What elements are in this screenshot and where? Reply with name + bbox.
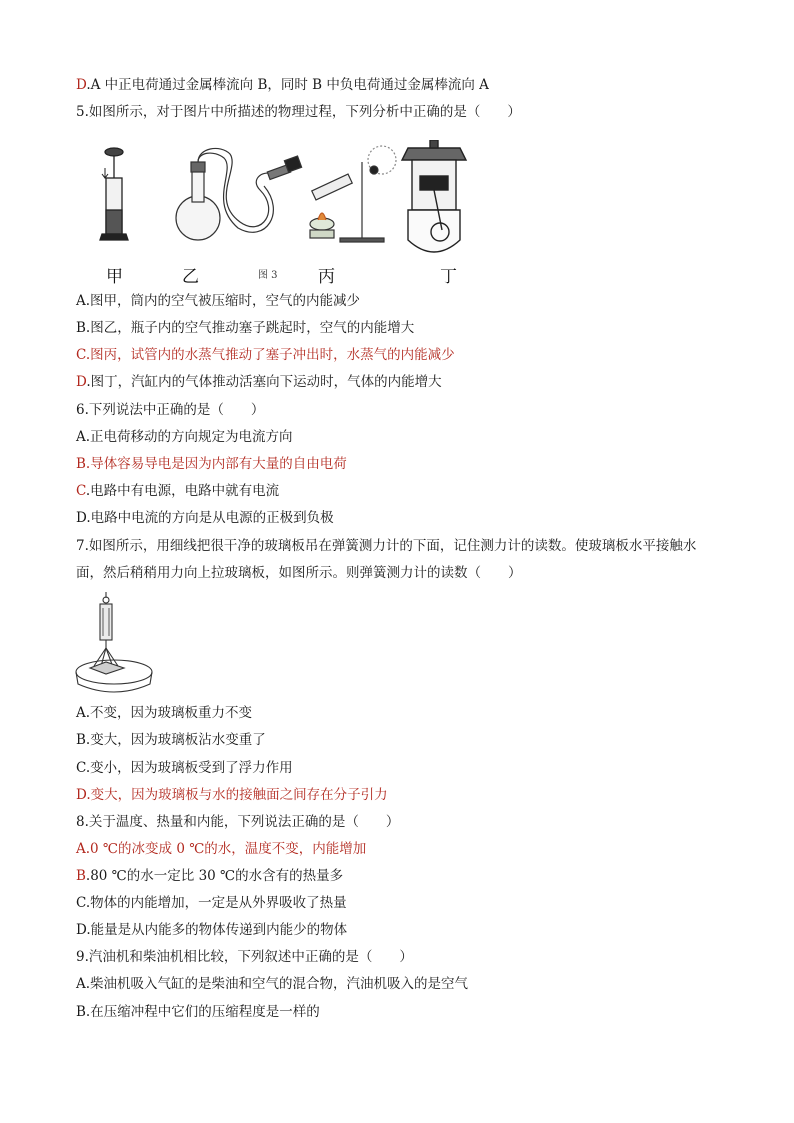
q7-option-d: D.变大，因为玻璃板与水的接触面之间存在分子引力 [76, 787, 388, 803]
q8-stem: 8.关于温度、热量和内能，下列说法正确的是（ ） [76, 814, 400, 830]
figure-5-apparatus [90, 140, 470, 280]
engine-cylinder-figure [402, 140, 466, 252]
option-letter: B [76, 868, 86, 884]
compression-cylinder-figure [100, 148, 128, 240]
q5-option-c: C.图丙，试管内的水蒸气推动了塞子冲出时，水蒸气的内能减少 [76, 347, 455, 363]
q6-option-a: A.正电荷移动的方向规定为电流方向 [76, 429, 293, 445]
q7-stem-line-2: 面，然后稍稍用力向上拉玻璃板，如图所示。则弹簧测力计的读数（ ） [76, 565, 522, 581]
q8-option-c: C.物体的内能增加，一定是从外界吸收了热量 [76, 895, 347, 911]
option-letter: D [76, 374, 87, 390]
option-text: .A 中正电荷通过金属棒流向 B，同时 B 中负电荷通过金属棒流向 A [86, 77, 489, 93]
q6-option-c [76, 482, 279, 500]
option-letter: D [76, 77, 87, 93]
q7-option-a: A.不变，因为玻璃板重力不变 [76, 705, 253, 721]
figure-caption: 图 3 [258, 270, 278, 281]
q6-stem: 6.下列说法中正确的是（ ） [76, 402, 265, 418]
figure-label-bing: 丙 [318, 267, 335, 287]
q4-option-d [76, 76, 489, 94]
q8-option-a: A.0 ℃的冰变成 0 ℃的水，温度不变，内能增加 [76, 841, 367, 857]
spring-scale-glass-plate-figure [74, 592, 164, 696]
figure-label-jia: 甲 [106, 267, 123, 287]
q5-option-b: B.图乙，瓶子内的空气推动塞子跳起时，空气的内能增大 [76, 320, 415, 336]
q5-option-a: A.图甲，筒内的空气被压缩时，空气的内能减少 [76, 293, 361, 309]
q5-option-d [76, 373, 442, 391]
q7-option-c: C.变小，因为玻璃板受到了浮力作用 [76, 760, 293, 776]
test-tube-heating-figure [310, 146, 396, 242]
figure-label-ding: 丁 [440, 267, 457, 287]
q6-option-b: B.导体容易导电是因为内部有大量的自由电荷 [76, 456, 347, 472]
q9-stem: 9.汽油机和柴油机相比较，下列叙述中正确的是（ ） [76, 949, 413, 965]
flask-pump-figure [176, 148, 302, 240]
option-text: .电路中有电源，电路中就有电流 [85, 483, 280, 499]
q8-option-d: D.能量是从内能多的物体传递到内能少的物体 [76, 922, 348, 938]
option-text: .图丁，汽缸内的气体推动活塞向下运动时，气体的内能增大 [86, 374, 442, 390]
q9-option-a: A.柴油机吸入气缸的是柴油和空气的混合物，汽油机吸入的是空气 [76, 976, 469, 992]
option-text: .80 ℃的水一定比 30 ℃的水含有的热量多 [85, 868, 344, 884]
q7-option-b: B.变大，因为玻璃板沾水变重了 [76, 732, 266, 748]
q5-stem: 5.如图所示，对于图片中所描述的物理过程，下列分析中正确的是（ ） [76, 104, 521, 120]
q7-stem-line-1: 7.如图所示，用细线把很干净的玻璃板吊在弹簧测力计的下面，记住测力计的读数。使玻璃板水平接触水 [76, 538, 697, 554]
figure-label-yi: 乙 [182, 267, 199, 287]
q8-option-b [76, 867, 343, 885]
option-letter: C [76, 483, 86, 499]
q6-option-d: D.电路中电流的方向是从电源的正极到负极 [76, 510, 334, 526]
q9-option-b: B.在压缩冲程中它们的压缩程度是一样的 [76, 1004, 320, 1020]
